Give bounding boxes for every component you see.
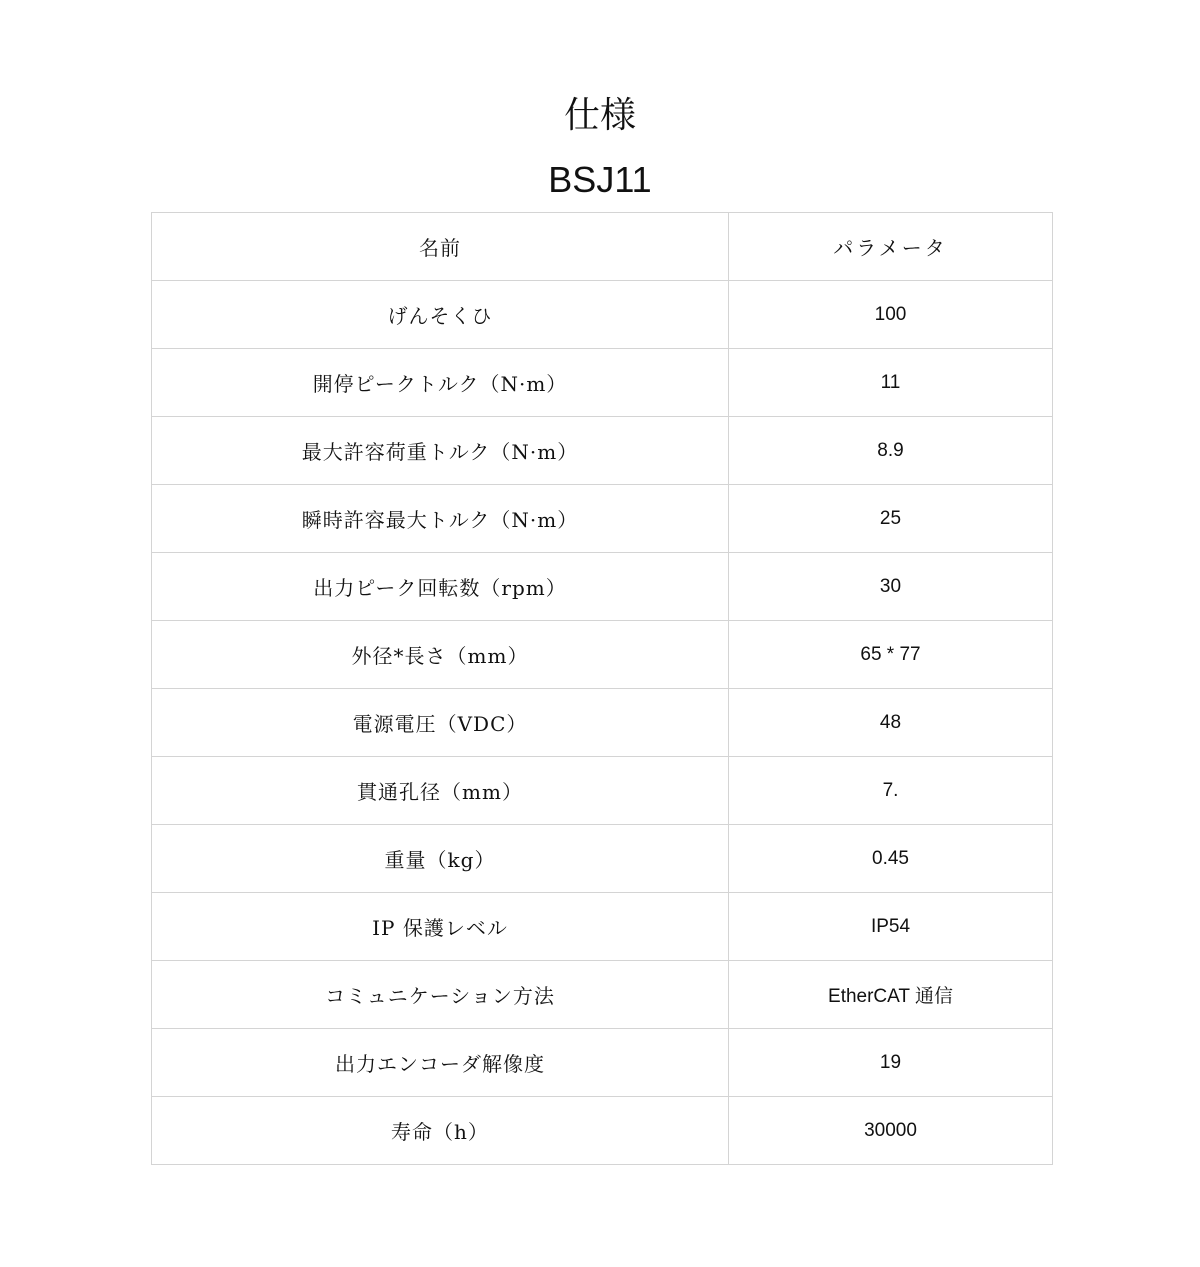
table-row bbox=[152, 689, 1053, 757]
row-name: 出力ピーク回転数（rpm） bbox=[152, 553, 729, 621]
row-value: 8.9 bbox=[729, 417, 1053, 485]
table-row bbox=[152, 417, 1053, 485]
row-name: げんそくひ bbox=[152, 281, 729, 349]
table-row bbox=[152, 281, 1053, 349]
table-header-row bbox=[152, 213, 1053, 281]
row-value: 11 bbox=[729, 349, 1053, 417]
row-name: 開停ピークトルク（N·m） bbox=[152, 349, 729, 417]
row-value: 100 bbox=[729, 281, 1053, 349]
row-name: 電源電圧（VDC） bbox=[152, 689, 729, 757]
table-row bbox=[152, 1097, 1053, 1165]
row-name: 瞬時許容最大トルク（N·m） bbox=[152, 485, 729, 553]
row-value: 48 bbox=[729, 689, 1053, 757]
row-name: IP 保護レベル bbox=[152, 893, 729, 961]
spec-table bbox=[151, 212, 1053, 1165]
row-value: 19 bbox=[729, 1029, 1053, 1097]
row-name: コミュニケーション方法 bbox=[152, 961, 729, 1029]
table-row bbox=[152, 961, 1053, 1029]
row-name: 貫通孔径（mm） bbox=[152, 757, 729, 825]
table-row bbox=[152, 485, 1053, 553]
row-name: 寿命（h） bbox=[152, 1097, 729, 1165]
table-row bbox=[152, 553, 1053, 621]
table-row bbox=[152, 1029, 1053, 1097]
row-name: 外径*長さ（mm） bbox=[152, 621, 729, 689]
row-name: 出力エンコーダ解像度 bbox=[152, 1029, 729, 1097]
model-title: BSJ11 bbox=[548, 159, 652, 200]
table-row bbox=[152, 621, 1053, 689]
row-name: 最大許容荷重トルク（N·m） bbox=[152, 417, 729, 485]
table-row bbox=[152, 825, 1053, 893]
table-row bbox=[152, 349, 1053, 417]
row-value: EtherCAT 通信 bbox=[729, 961, 1053, 1029]
table-row bbox=[152, 757, 1053, 825]
row-value: 25 bbox=[729, 485, 1053, 553]
row-name: 重量（kg） bbox=[152, 825, 729, 893]
table-row bbox=[152, 893, 1053, 961]
page-title: 仕様 bbox=[563, 95, 636, 136]
header-parameter: パラメータ bbox=[729, 213, 1053, 281]
row-value: 0.45 bbox=[729, 825, 1053, 893]
row-value: IP54 bbox=[729, 893, 1053, 961]
row-value: 30000 bbox=[729, 1097, 1053, 1165]
row-value: 30 bbox=[729, 553, 1053, 621]
header-name: 名前 bbox=[152, 213, 729, 281]
row-value: 65 * 77 bbox=[729, 621, 1053, 689]
row-value: 7. bbox=[729, 757, 1053, 825]
